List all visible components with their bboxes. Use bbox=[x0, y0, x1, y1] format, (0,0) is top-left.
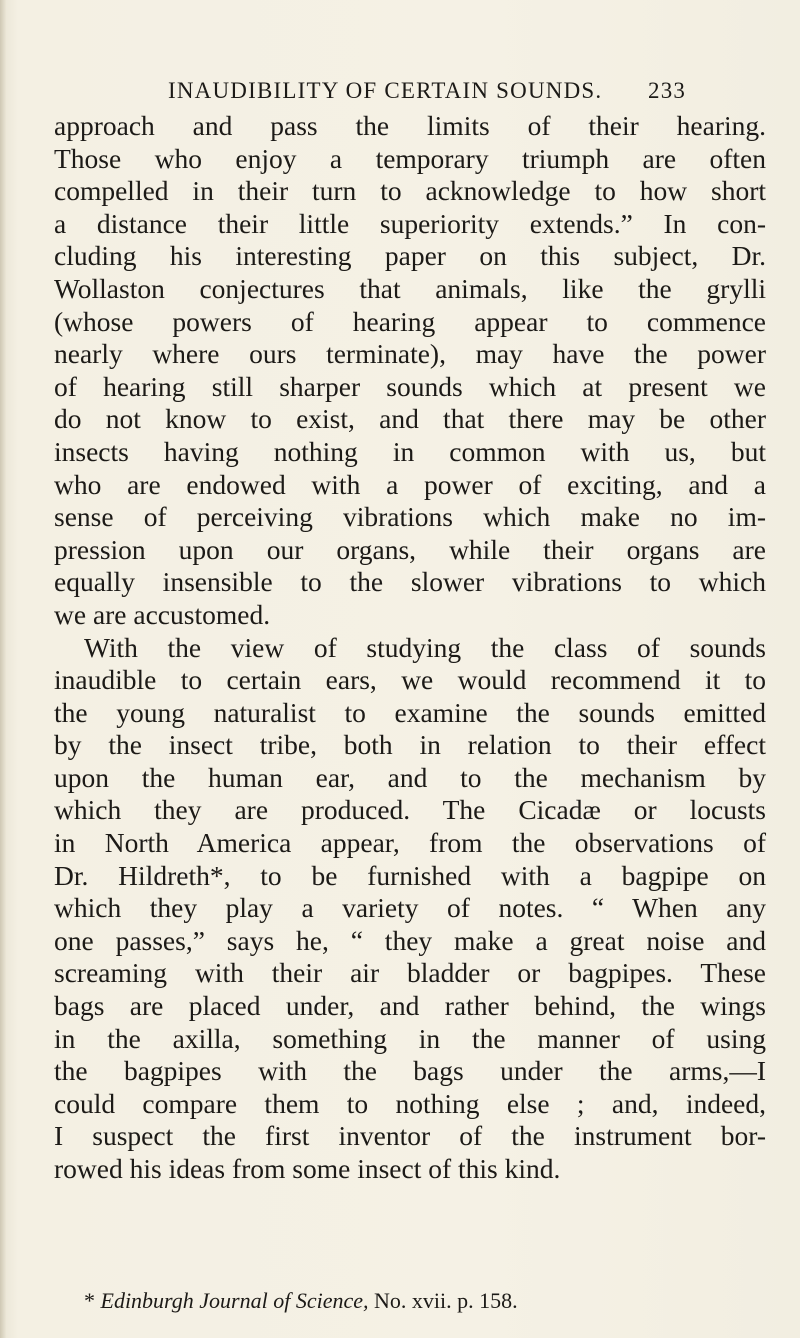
page-number: 233 bbox=[648, 78, 687, 103]
text-line: sense of perceiving vibrations which make no im- bbox=[54, 501, 766, 533]
text-line: cluding his interesting paper on this subject, Dr. bbox=[54, 240, 766, 272]
text-line: the young naturalist to examine the sounds emitted bbox=[54, 696, 766, 728]
text-line: who are endowed with a power of exciting, and a bbox=[54, 468, 766, 500]
text-line: compelled in their turn to acknowledge to how short bbox=[54, 175, 766, 207]
text-line: equally insensible to the slower vibrations to which bbox=[54, 566, 766, 598]
text-line: Wollaston conjectures that animals, like the grylli bbox=[54, 272, 766, 304]
text-line: in North America appear, from the observations of bbox=[54, 827, 766, 859]
text-line: a distance their little superiority extends.” In con- bbox=[54, 207, 766, 239]
text-line: insects having nothing in common with us, but bbox=[54, 435, 766, 467]
paragraph-start-line: With the view of studying the class of sounds bbox=[84, 631, 766, 663]
text-line: in the axilla, something in the manner of using bbox=[54, 1022, 766, 1054]
text-line: Those who enjoy a temporary triumph are often bbox=[54, 142, 766, 174]
paragraph-end-line: rowed his ideas from some insect of this kind. bbox=[54, 1153, 561, 1184]
text-line: nearly where ours terminate), may have the power bbox=[54, 338, 766, 370]
running-head bbox=[168, 78, 688, 114]
text-line: screaming with their air bladder or bagpipes. These bbox=[54, 957, 766, 989]
text-line: could compare them to nothing else ; and, indeed, bbox=[54, 1087, 766, 1119]
footnote-reference: No. xvii. p. 158. bbox=[374, 1288, 518, 1313]
text-line: inaudible to certain ears, we would recommend it to bbox=[54, 664, 766, 696]
text-line: of hearing still sharper sounds which at present we bbox=[54, 370, 766, 402]
text-line: Dr. Hildreth*, to be furnished with a bagpipe on bbox=[54, 859, 766, 891]
paragraph-end-line: we are accustomed. bbox=[54, 598, 271, 630]
footnote bbox=[54, 1287, 766, 1315]
text-line: I suspect the first inventor of the instrument bor- bbox=[54, 1120, 766, 1152]
text-line: the bagpipes with the bags under the arms,—I bbox=[54, 1055, 766, 1087]
text-line: one passes,” says he, “ they make a great noise and bbox=[54, 924, 766, 956]
text-line: bags are placed under, and rather behind, the wings bbox=[54, 990, 766, 1022]
running-title: INAUDIBILITY OF CERTAIN SOUNDS. bbox=[168, 78, 603, 103]
text-line: which they are produced. The Cicadæ or locusts bbox=[54, 794, 766, 826]
text-line: do not know to exist, and that there may be other bbox=[54, 403, 766, 435]
body-text bbox=[54, 110, 766, 1186]
page-gutter-edge bbox=[0, 0, 6, 1338]
footnote-source: Edinburgh Journal of Science, bbox=[100, 1288, 369, 1313]
text-line: which they play a variety of notes. “ When any bbox=[54, 892, 766, 924]
text-line: by the insect tribe, both in relation to their effect bbox=[54, 729, 766, 761]
footnote-marker: * bbox=[84, 1288, 95, 1313]
text-line: upon the human ear, and to the mechanism by bbox=[54, 761, 766, 793]
text-line: approach and pass the limits of their hearing. bbox=[54, 110, 766, 141]
text-line: (whose powers of hearing appear to commence bbox=[54, 305, 766, 337]
text-line: pression upon our organs, while their organs are bbox=[54, 533, 766, 565]
